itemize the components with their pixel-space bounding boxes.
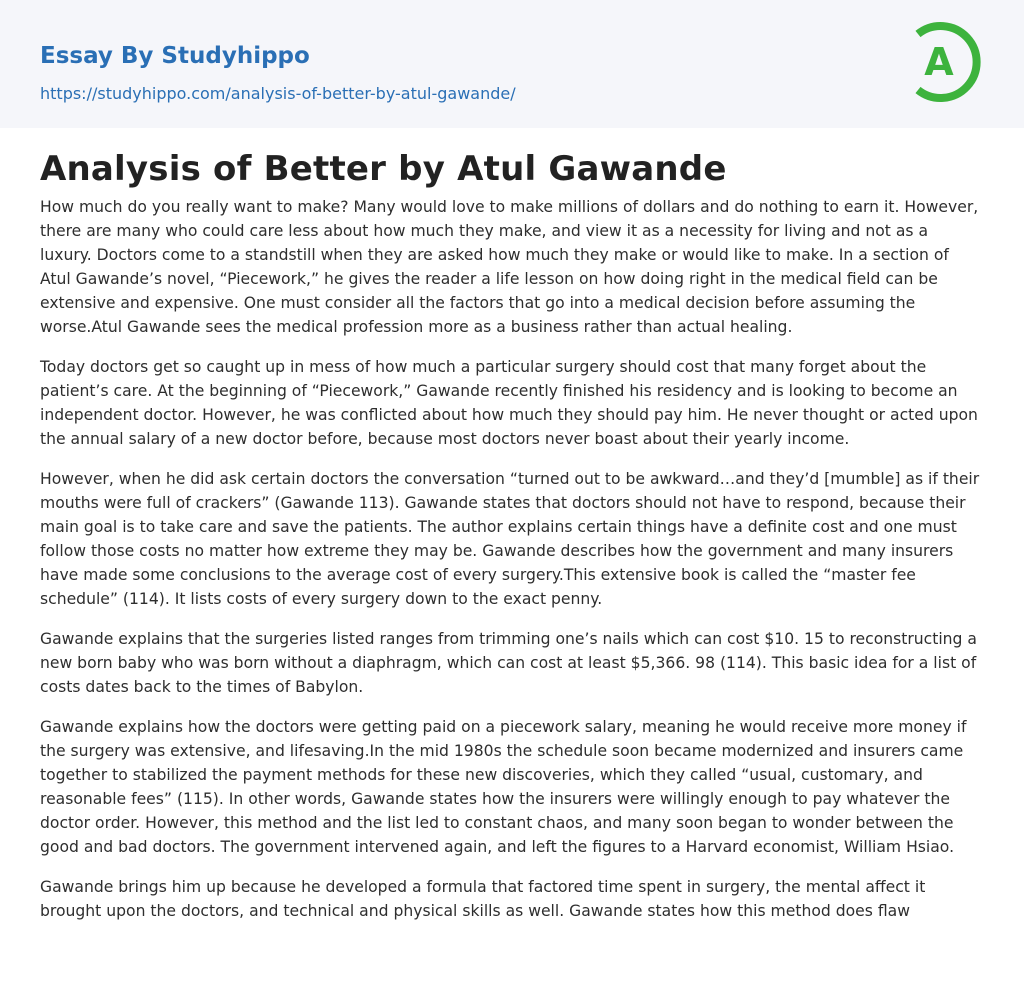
site-header [0,0,1024,128]
studyhippo-logo-icon[interactable] [908,18,988,106]
article-paragraph-6: Gawande brings him up because he developed a formula that factored time spent in surgery, the mental affect it brought upon the doctors, and technical and physical skills as well. Gawande states how this method does flaw [40,878,926,920]
article-paragraph-5: Gawande explains how the doctors were getting paid on a piecework salary, meaning he would receive more money if the surgery was extensive, and lifesaving.In the mid 1980s the schedule soon became modernized and insurers came together to stabilized the payment methods for these new discoveries, which they called “usual, customary, and reasonable fees” (115). In other words, Gawande states how the insurers were willingly enough to pay whatever the doctor order. However, this method and the list led to constant chaos, and many soon began to wonder between the good and bad doctors. The government intervened again, and left the figures to a Harvard economist, William Hsiao. [40,718,967,856]
article-content [0,148,1024,923]
article-paragraph-4: Gawande explains that the surgeries listed ranges from trimming one’s nails which can cost $10. 15 to reconstructing a new born baby who was born without a diaphragm, which can cost at least $5,366. 98 (114). This basic idea for a list of costs dates back to the times of Babylon. [40,630,977,696]
article-paragraph-2: Today doctors get so caught up in mess of how much a particular surgery should cost that many forget about the patient’s care. At the beginning of “Piecework,” Gawande recently finished his residency and is looking to become an independent doctor. However, he was conflicted about how much they should pay him. He never thought or acted upon the annual salary of a new doctor before, because most doctors never boast about their yearly income. [40,358,978,448]
logo-letter: A [924,40,954,84]
article-title: Analysis of Better by Atul Gawande [40,149,727,189]
article-url-link[interactable]: https://studyhippo.com/analysis-of-better-by-atul-gawande/ [40,84,516,103]
article-paragraph-3: However, when he did ask certain doctors the conversation “turned out to be awkward…and they’d [mumble] as if their mouths were full of crackers” (Gawande 113). Gawande states that doctors should not have to respond, because their main goal is to take care and save the patients. The author explains certain things have a definite cost and one must follow those costs no matter how extreme they may be. Gawande describes how the government and many insurers have made some conclusions to the average cost of every surgery.This extensive book is called the “master fee schedule” (114). It lists costs of every surgery down to the exact penny. [40,470,980,608]
article-paragraph-1: How much do you really want to make? Many would love to make millions of dollars and do nothing to earn it. However, there are many who could care less about how much they make, and view it as a necessity for living and not as a luxury. Doctors come to a standstill when they are asked how much they make or would like to make. In a section of Atul Gawande’s novel, “Piecework,” he gives the reader a life lesson on how doing right in the medical field can be extensive and expensive. One must consider all the factors that go into a medical decision before assuming the worse.Atul Gawande sees the medical profession more as a business rather than actual healing. [40,198,979,336]
site-brand[interactable]: Essay By Studyhippo [40,43,310,69]
